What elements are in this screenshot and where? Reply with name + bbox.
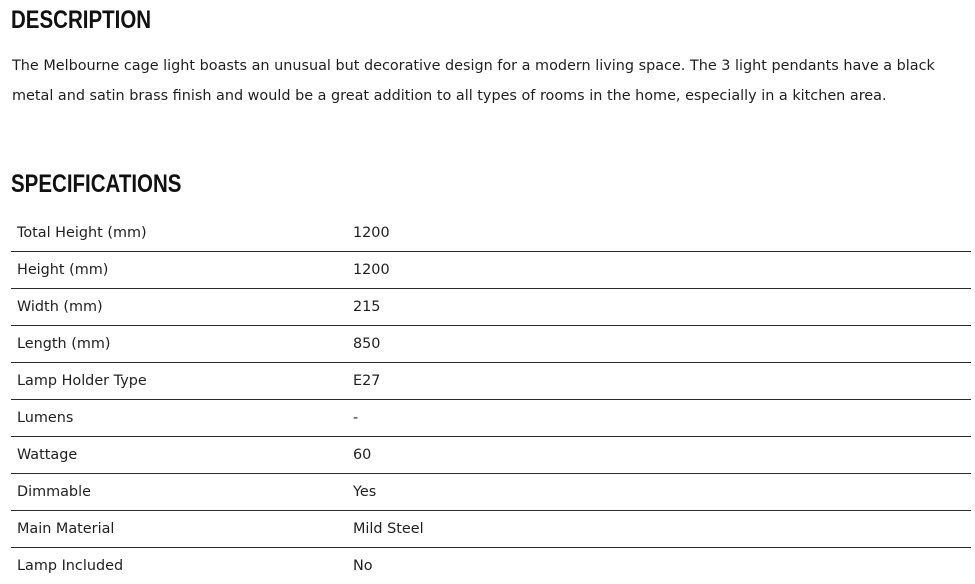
spec-row-main-material	[11, 511, 971, 548]
spec-value: E27	[347, 363, 971, 400]
spec-row-total-height	[11, 215, 971, 252]
spec-label: Height (mm)	[11, 252, 347, 289]
spec-label: Lamp Holder Type	[11, 363, 347, 400]
spec-value: -	[347, 400, 971, 437]
spec-value: 1200	[347, 252, 971, 289]
spec-row-length	[11, 326, 971, 363]
spec-row-lumens	[11, 400, 971, 437]
description-heading: DESCRIPTION	[11, 8, 151, 33]
spec-label: Wattage	[11, 437, 347, 474]
spec-value: 60	[347, 437, 971, 474]
spec-row-lamp-holder-type	[11, 363, 971, 400]
description-text: The Melbourne cage light boasts an unusual but decorative design for a modern living space. The 3 light pendants have a black metal and satin brass finish and would be a great addition to all types of rooms in the home, especially in a kitchen area.	[12, 52, 967, 111]
spec-row-width	[11, 289, 971, 326]
spec-value: 215	[347, 289, 971, 326]
spec-value: Mild Steel	[347, 511, 971, 548]
spec-row-wattage	[11, 437, 971, 474]
spec-value: No	[347, 548, 971, 584]
spec-label: Lamp Included	[11, 548, 347, 584]
spec-row-height	[11, 252, 971, 289]
spec-row-lamp-included	[11, 548, 971, 584]
spec-value: Yes	[347, 474, 971, 511]
specifications-heading: SPECIFICATIONS	[11, 172, 181, 197]
spec-value: 850	[347, 326, 971, 363]
spec-label: Main Material	[11, 511, 347, 548]
spec-label: Dimmable	[11, 474, 347, 511]
spec-label: Length (mm)	[11, 326, 347, 363]
specifications-table	[11, 215, 971, 584]
spec-value: 1200	[347, 215, 971, 252]
spec-label: Total Height (mm)	[11, 215, 347, 252]
spec-label: Lumens	[11, 400, 347, 437]
spec-label: Width (mm)	[11, 289, 347, 326]
spec-row-dimmable	[11, 474, 971, 511]
